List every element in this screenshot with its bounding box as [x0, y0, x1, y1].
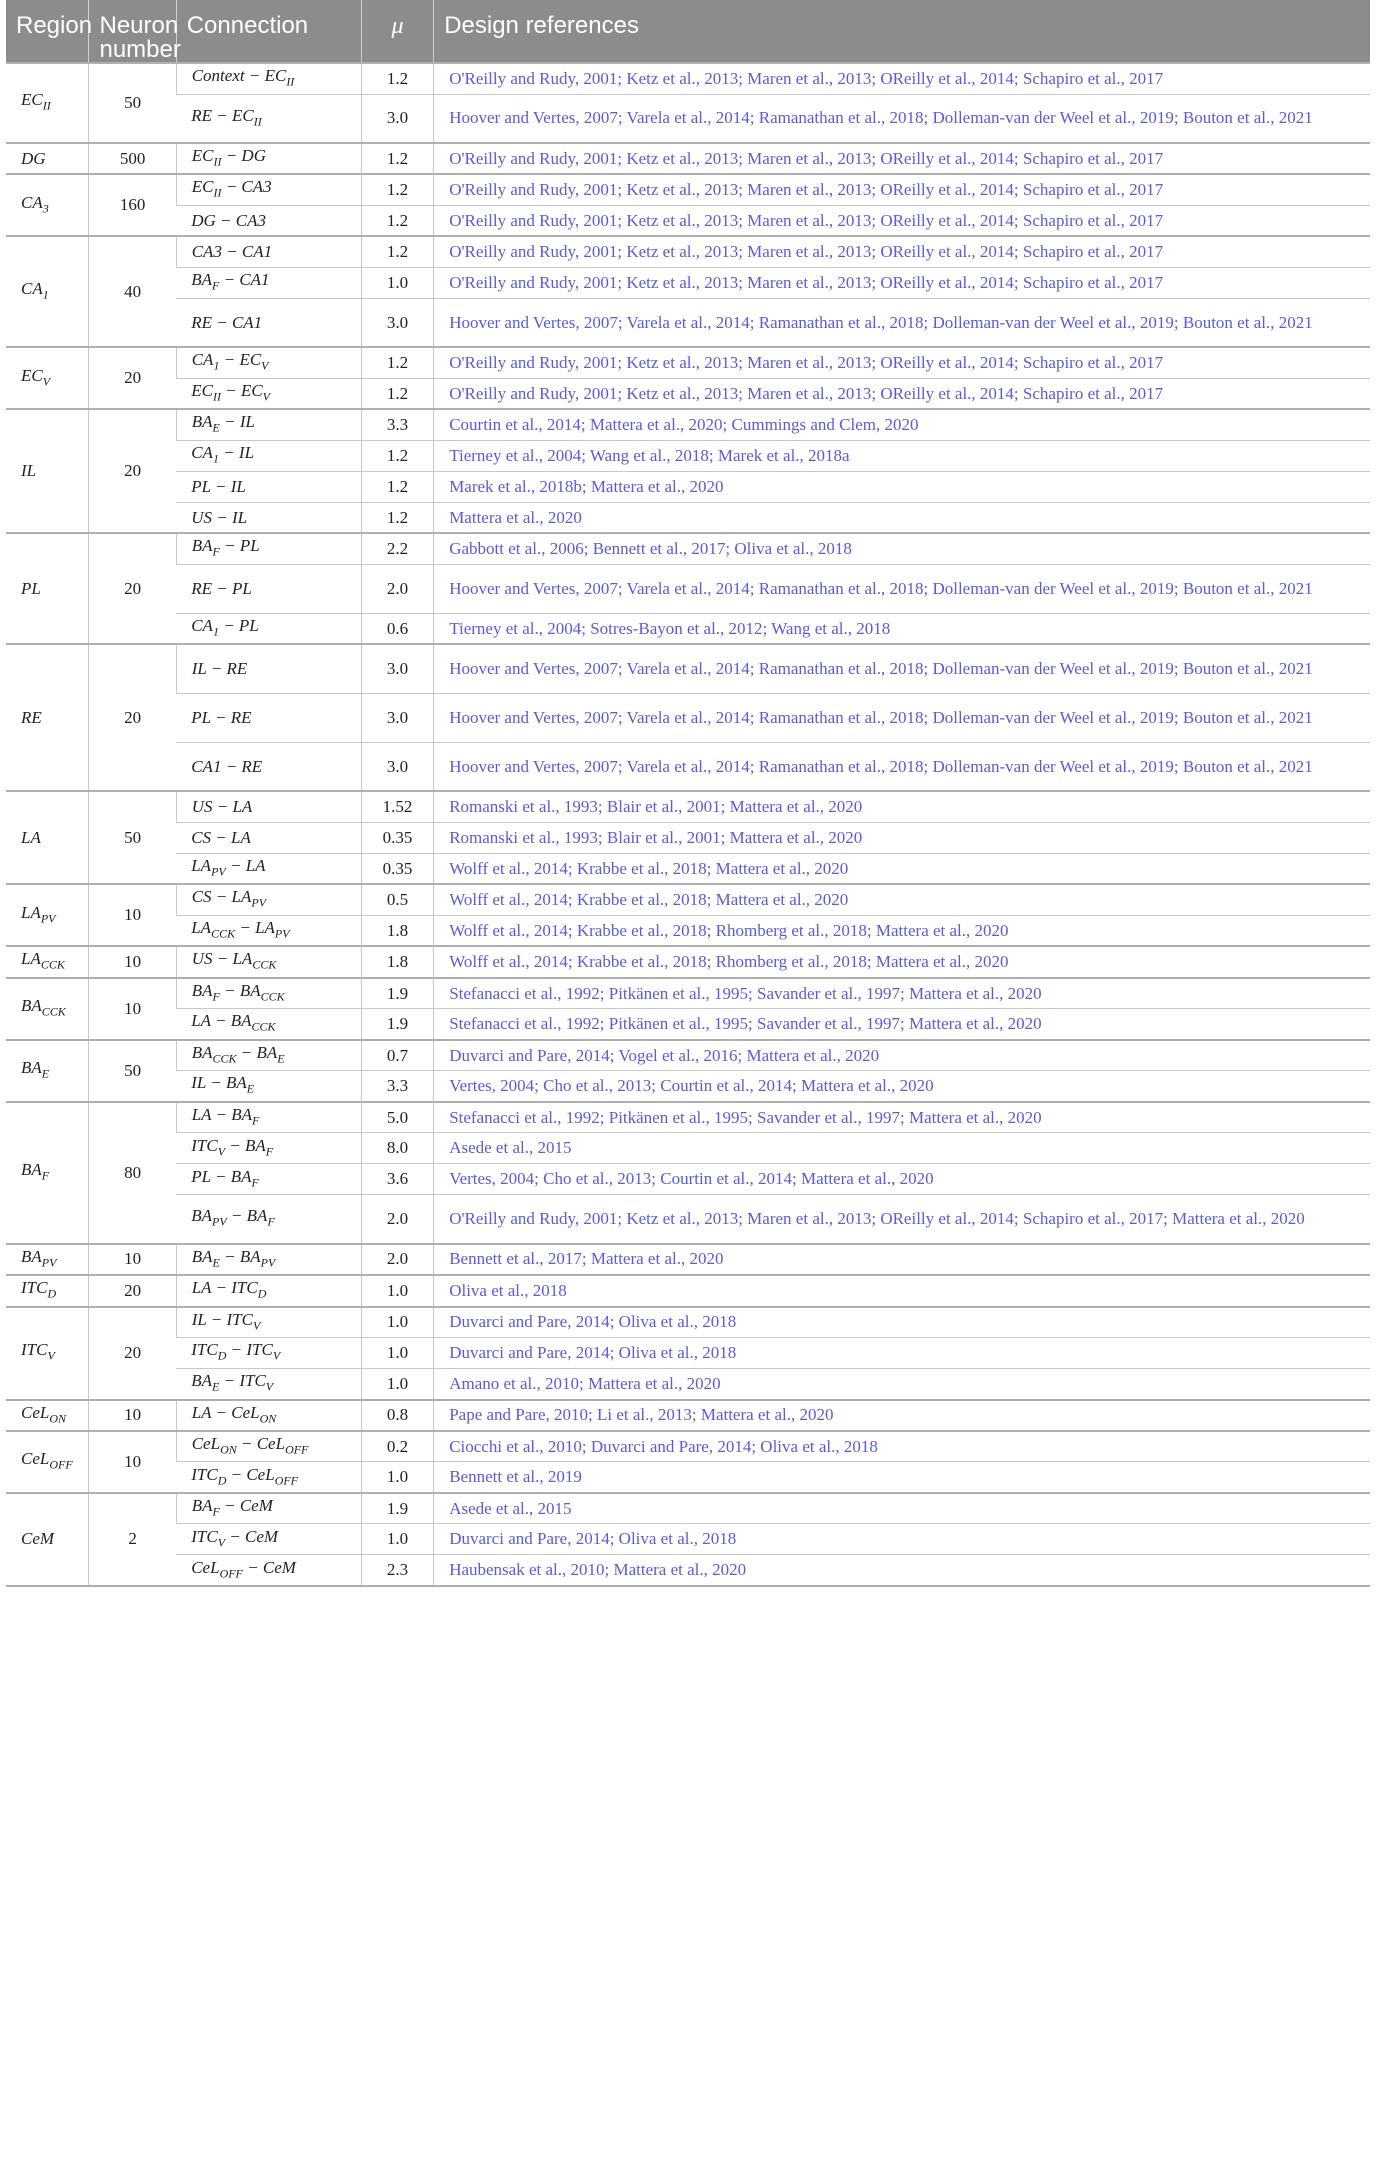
region-cell: CeM — [6, 1493, 89, 1586]
mu-cell: 1.0 — [361, 1524, 433, 1555]
table-row — [6, 613, 1370, 644]
connection-cell: RE − CA1 — [176, 298, 361, 347]
design-references-cell[interactable]: Wolff et al., 2014; Krabbe et al., 2018; Rhomberg et al., 2018; Mattera et al., 2020 — [434, 915, 1370, 946]
table-row — [6, 1524, 1370, 1555]
mu-cell: 1.2 — [361, 347, 433, 378]
table-row — [6, 1338, 1370, 1369]
design-references-cell[interactable]: Wolff et al., 2014; Krabbe et al., 2018; Mattera et al., 2020 — [434, 884, 1370, 915]
design-references-cell[interactable]: Stefanacci et al., 1992; Pitkänen et al., 1995; Savander et al., 1997; Mattera et al., 2020 — [434, 1102, 1370, 1133]
table-row — [6, 791, 1370, 822]
connection-cell: $LA_{CCK} - LA_{PV}$ — [176, 915, 361, 946]
region-cell: $BA_{PV}$ — [6, 1244, 89, 1275]
design-references-cell[interactable]: Hoover and Vertes, 2007; Varela et al., 2014; Ramanathan et al., 2018; Dolleman-van der Weel et al., 2019; Bouton et al., 2021 — [434, 564, 1370, 613]
design-references-cell[interactable]: Asede et al., 2015 — [434, 1493, 1370, 1524]
mu-cell: 3.0 — [361, 298, 433, 347]
table-row — [6, 1555, 1370, 1586]
design-references-cell[interactable]: Stefanacci et al., 1992; Pitkänen et al., 1995; Savander et al., 1997; Mattera et al., 2020 — [434, 978, 1370, 1009]
neuron-number-cell: 20 — [89, 533, 176, 644]
mu-cell: 1.52 — [361, 791, 433, 822]
table-row — [6, 693, 1370, 742]
mu-cell: 1.2 — [361, 502, 433, 533]
mu-cell: 1.2 — [361, 205, 433, 236]
design-references-cell[interactable]: O'Reilly and Rudy, 2001; Ketz et al., 2013; Maren et al., 2013; OReilly et al., 2014; Schapiro et al., 2017 — [434, 267, 1370, 298]
connection-cell: RE − PL — [176, 564, 361, 613]
design-references-cell[interactable]: Romanski et al., 1993; Blair et al., 2001; Mattera et al., 2020 — [434, 791, 1370, 822]
mu-cell: 1.0 — [361, 267, 433, 298]
table-row — [6, 742, 1370, 791]
region-cell: $EC_{II}$ — [6, 63, 89, 143]
mu-cell: 1.0 — [361, 1369, 433, 1400]
design-references-cell[interactable]: Marek et al., 2018b; Mattera et al., 2020 — [434, 471, 1370, 502]
header-region: Region — [6, 0, 89, 63]
neuron-number-cell: 20 — [89, 409, 176, 533]
table-row — [6, 978, 1370, 1009]
connection-cell: $CA_1$ − PL — [176, 613, 361, 644]
mu-cell: 3.0 — [361, 693, 433, 742]
header-neuron-number: Neuron number — [89, 0, 176, 63]
region-cell: $CA_3$ — [6, 174, 89, 236]
table-row — [6, 533, 1370, 564]
connection-cell: LA − $BA_F$ — [176, 1102, 361, 1133]
connection-cell: Context − $EC_{II}$ — [176, 63, 361, 94]
design-references-cell[interactable]: Pape and Pare, 2010; Li et al., 2013; Mattera et al., 2020 — [434, 1400, 1370, 1431]
table-row — [6, 1244, 1370, 1275]
mu-cell: 1.0 — [361, 1462, 433, 1493]
table-row — [6, 1102, 1370, 1133]
mu-cell: 1.0 — [361, 1338, 433, 1369]
mu-cell: 3.6 — [361, 1164, 433, 1195]
connection-cell: PL − RE — [176, 693, 361, 742]
connection-cell: CeL$_{OFF}$ − CeM — [176, 1555, 361, 1586]
connection-cell: CS − LA — [176, 822, 361, 853]
mu-cell: 2.2 — [361, 533, 433, 564]
neuron-number-cell: 40 — [89, 236, 176, 347]
neuron-number-cell: 20 — [89, 1307, 176, 1400]
mu-cell: 1.2 — [361, 236, 433, 267]
design-references-cell[interactable]: Asede et al., 2015 — [434, 1133, 1370, 1164]
region-cell: $LA_{PV}$ — [6, 884, 89, 946]
design-references-cell[interactable]: O'Reilly and Rudy, 2001; Ketz et al., 2013; Maren et al., 2013; OReilly et al., 2014; Schapiro et al., 2017 — [434, 236, 1370, 267]
connection-cell: $CA_1$ − IL — [176, 440, 361, 471]
region-cell: $CA_1$ — [6, 236, 89, 347]
connection-cell: US − $LA_{CCK}$ — [176, 946, 361, 977]
table-row — [6, 63, 1370, 94]
table-row — [6, 853, 1370, 884]
mu-cell: 2.0 — [361, 564, 433, 613]
table-row — [6, 915, 1370, 946]
design-references-cell[interactable]: Duvarci and Pare, 2014; Vogel et al., 2016; Mattera et al., 2020 — [434, 1040, 1370, 1071]
neuron-number-cell: 50 — [89, 791, 176, 884]
design-references-cell[interactable]: O'Reilly and Rudy, 2001; Ketz et al., 2013; Maren et al., 2013; OReilly et al., 2014; Schapiro et al., 2017 — [434, 347, 1370, 378]
table-row — [6, 298, 1370, 347]
design-references-cell[interactable]: Bennett et al., 2019 — [434, 1462, 1370, 1493]
neuron-number-cell: 20 — [89, 1275, 176, 1306]
mu-cell: 0.35 — [361, 822, 433, 853]
connection-cell: $BA_F$ − CeM — [176, 1493, 361, 1524]
table-row — [6, 1009, 1370, 1040]
neuron-number-cell: 20 — [89, 347, 176, 409]
neuron-number-cell: 10 — [89, 1431, 176, 1493]
mu-cell: 2.0 — [361, 1195, 433, 1244]
mu-cell: 1.2 — [361, 440, 433, 471]
region-cell: RE — [6, 644, 89, 791]
connection-cell: US − LA — [176, 791, 361, 822]
mu-cell: 1.9 — [361, 1493, 433, 1524]
region-cell: $LA_{CCK}$ — [6, 946, 89, 977]
mu-cell: 0.8 — [361, 1400, 433, 1431]
design-references-cell[interactable]: Vertes, 2004; Cho et al., 2013; Courtin et al., 2014; Mattera et al., 2020 — [434, 1164, 1370, 1195]
connection-cell: PL − IL — [176, 471, 361, 502]
table-row — [6, 822, 1370, 853]
table-row — [6, 409, 1370, 440]
connection-cell: IL − $BA_E$ — [176, 1071, 361, 1102]
design-references-cell[interactable]: Hoover and Vertes, 2007; Varela et al., 2014; Ramanathan et al., 2018; Dolleman-van der Weel et al., 2019; Bouton et al., 2021 — [434, 298, 1370, 347]
mu-cell: 1.0 — [361, 1275, 433, 1306]
table-row — [6, 1369, 1370, 1400]
table-row — [6, 884, 1370, 915]
design-references-cell[interactable]: Gabbott et al., 2006; Bennett et al., 2017; Oliva et al., 2018 — [434, 533, 1370, 564]
design-references-cell[interactable]: Wolff et al., 2014; Krabbe et al., 2018; Rhomberg et al., 2018; Mattera et al., 2020 — [434, 946, 1370, 977]
connection-cell: US − IL — [176, 502, 361, 533]
design-references-cell[interactable]: Ciocchi et al., 2010; Duvarci and Pare, 2014; Oliva et al., 2018 — [434, 1431, 1370, 1462]
connection-cell: $ITC_D - CeL_{OFF}$ — [176, 1462, 361, 1493]
region-cell: CeL$_{OFF}$ — [6, 1431, 89, 1493]
design-references-cell[interactable]: Tierney et al., 2004; Sotres-Bayon et al., 2012; Wang et al., 2018 — [434, 613, 1370, 644]
neuron-number-cell: 10 — [89, 1400, 176, 1431]
design-references-cell[interactable]: O'Reilly and Rudy, 2001; Ketz et al., 2013; Maren et al., 2013; OReilly et al., 2014; Schapiro et al., 2017 — [434, 63, 1370, 94]
mu-cell: 1.9 — [361, 1009, 433, 1040]
header-connection: Connection — [176, 0, 361, 63]
connection-cell: LA − $BA_{CCK}$ — [176, 1009, 361, 1040]
design-references-cell[interactable]: Hoover and Vertes, 2007; Varela et al., 2014; Ramanathan et al., 2018; Dolleman-van der Weel et al., 2019; Bouton et al., 2021 — [434, 742, 1370, 791]
design-references-cell[interactable]: Mattera et al., 2020 — [434, 502, 1370, 533]
table-row — [6, 502, 1370, 533]
design-references-cell[interactable]: Wolff et al., 2014; Krabbe et al., 2018; Mattera et al., 2020 — [434, 853, 1370, 884]
connection-cell: PL − $BA_F$ — [176, 1164, 361, 1195]
table-header — [6, 0, 1370, 63]
table-row — [6, 378, 1370, 409]
region-cell: CeL$_{ON}$ — [6, 1400, 89, 1431]
table-row — [6, 644, 1370, 693]
table-row — [6, 1195, 1370, 1244]
mu-cell: 1.0 — [361, 1307, 433, 1338]
design-references-cell[interactable]: Vertes, 2004; Cho et al., 2013; Courtin et al., 2014; Mattera et al., 2020 — [434, 1071, 1370, 1102]
connection-cell: $BA_E - ITC_V$ — [176, 1369, 361, 1400]
region-cell: IL — [6, 409, 89, 533]
mu-cell: 1.8 — [361, 915, 433, 946]
table-row — [6, 236, 1370, 267]
table-row — [6, 1400, 1370, 1431]
design-references-cell[interactable]: O'Reilly and Rudy, 2001; Ketz et al., 2013; Maren et al., 2013; OReilly et al., 2014; Schapiro et al., 2017 — [434, 205, 1370, 236]
region-cell: DG — [6, 143, 89, 174]
connection-cell: $BA_E - BA_{PV}$ — [176, 1244, 361, 1275]
mu-cell: 1.8 — [361, 946, 433, 977]
table-row — [6, 1071, 1370, 1102]
connection-cell: $BA_F$ − PL — [176, 533, 361, 564]
mu-cell: 1.2 — [361, 63, 433, 94]
mu-cell: 3.3 — [361, 1071, 433, 1102]
design-references-cell[interactable]: Courtin et al., 2014; Mattera et al., 2020; Cummings and Clem, 2020 — [434, 409, 1370, 440]
design-references-cell[interactable]: Tierney et al., 2004; Wang et al., 2018; Marek et al., 2018a — [434, 440, 1370, 471]
connection-cell: $LA_{PV}$ − LA — [176, 853, 361, 884]
mu-cell: 3.0 — [361, 742, 433, 791]
connection-cell: $BA_F - BA_{CCK}$ — [176, 978, 361, 1009]
design-references-cell[interactable]: Duvarci and Pare, 2014; Oliva et al., 2018 — [434, 1524, 1370, 1555]
neuron-number-cell: 50 — [89, 1040, 176, 1102]
connection-cell: DG − CA3 — [176, 205, 361, 236]
design-references-cell[interactable]: Haubensak et al., 2010; Mattera et al., 2020 — [434, 1555, 1370, 1586]
mu-cell: 0.2 — [361, 1431, 433, 1462]
table-row — [6, 1307, 1370, 1338]
region-cell: $ITC_D$ — [6, 1275, 89, 1306]
table-body — [6, 63, 1370, 1586]
neuron-number-cell: 20 — [89, 644, 176, 791]
design-references-cell[interactable]: O'Reilly and Rudy, 2001; Ketz et al., 2013; Maren et al., 2013; OReilly et al., 2014; Schapiro et al., 2017 — [434, 143, 1370, 174]
table-row — [6, 564, 1370, 613]
table-row — [6, 471, 1370, 502]
connection-table — [6, 0, 1370, 1587]
table-row — [6, 946, 1370, 977]
design-references-cell[interactable]: Duvarci and Pare, 2014; Oliva et al., 2018 — [434, 1338, 1370, 1369]
design-references-cell[interactable]: O'Reilly and Rudy, 2001; Ketz et al., 2013; Maren et al., 2013; OReilly et al., 2014; Schapiro et al., 2017 — [434, 174, 1370, 205]
table-row — [6, 1133, 1370, 1164]
region-cell: $BA_E$ — [6, 1040, 89, 1102]
connection-cell: IL − RE — [176, 644, 361, 693]
design-references-cell[interactable]: Oliva et al., 2018 — [434, 1275, 1370, 1306]
neuron-number-cell: 80 — [89, 1102, 176, 1244]
region-cell: LA — [6, 791, 89, 884]
connection-cell: $BA_F - CA1$ — [176, 267, 361, 298]
mu-cell: 0.6 — [361, 613, 433, 644]
mu-cell: 1.2 — [361, 378, 433, 409]
header-design-references: Design references — [434, 0, 1370, 63]
design-references-cell[interactable]: O'Reilly and Rudy, 2001; Ketz et al., 2013; Maren et al., 2013; OReilly et al., 2014; Schapiro et al., 2017; Mattera et al., 2020 — [434, 1195, 1370, 1244]
connection-cell: $CA_1 - EC_V$ — [176, 347, 361, 378]
neuron-number-cell: 10 — [89, 946, 176, 977]
table-row — [6, 174, 1370, 205]
mu-cell: 8.0 — [361, 1133, 433, 1164]
mu-cell: 0.5 — [361, 884, 433, 915]
connection-cell: LA − $ITC_D$ — [176, 1275, 361, 1306]
connection-cell: CA1 − RE — [176, 742, 361, 791]
mu-cell: 2.0 — [361, 1244, 433, 1275]
design-references-cell[interactable]: Hoover and Vertes, 2007; Varela et al., 2014; Ramanathan et al., 2018; Dolleman-van der Weel et al., 2019; Bouton et al., 2021 — [434, 644, 1370, 693]
table-row — [6, 267, 1370, 298]
connection-cell: LA − CeL$_{ON}$ — [176, 1400, 361, 1431]
table-row — [6, 1040, 1370, 1071]
table-row — [6, 440, 1370, 471]
connection-cell: $ITC_V - BA_F$ — [176, 1133, 361, 1164]
region-cell: $BA_F$ — [6, 1102, 89, 1244]
design-references-cell[interactable]: Stefanacci et al., 1992; Pitkänen et al., 1995; Savander et al., 1997; Mattera et al., 2020 — [434, 1009, 1370, 1040]
table-row — [6, 143, 1370, 174]
mu-cell: 3.0 — [361, 94, 433, 143]
connection-cell: IL − $ITC_V$ — [176, 1307, 361, 1338]
connection-cell: $ITC_D - ITC_V$ — [176, 1338, 361, 1369]
region-cell: $EC_V$ — [6, 347, 89, 409]
design-references-cell[interactable]: Bennett et al., 2017; Mattera et al., 2020 — [434, 1244, 1370, 1275]
design-references-cell[interactable]: Hoover and Vertes, 2007; Varela et al., 2014; Ramanathan et al., 2018; Dolleman-van der Weel et al., 2019; Bouton et al., 2021 — [434, 94, 1370, 143]
neuron-number-cell: 500 — [89, 143, 176, 174]
region-cell: PL — [6, 533, 89, 644]
mu-cell: 0.7 — [361, 1040, 433, 1071]
mu-cell: 1.2 — [361, 143, 433, 174]
design-references-cell[interactable]: Romanski et al., 1993; Blair et al., 2001; Mattera et al., 2020 — [434, 822, 1370, 853]
connection-cell: $BA_{PV} - BA_F$ — [176, 1195, 361, 1244]
design-references-cell[interactable]: Hoover and Vertes, 2007; Varela et al., 2014; Ramanathan et al., 2018; Dolleman-van der Weel et al., 2019; Bouton et al., 2021 — [434, 693, 1370, 742]
connection-cell: CeL$_{ON}$ − CeL$_{OFF}$ — [176, 1431, 361, 1462]
connection-cell: $BA_{CCK} - BA_E$ — [176, 1040, 361, 1071]
mu-cell: 3.3 — [361, 409, 433, 440]
mu-cell: 1.2 — [361, 174, 433, 205]
mu-cell: 3.0 — [361, 644, 433, 693]
region-cell: $BA_{CCK}$ — [6, 978, 89, 1040]
table-row — [6, 1462, 1370, 1493]
table-row — [6, 1431, 1370, 1462]
connection-cell: $EC_{II} - EC_V$ — [176, 378, 361, 409]
connection-cell: $BA_E$ − IL — [176, 409, 361, 440]
mu-cell: 1.2 — [361, 471, 433, 502]
neuron-number-cell: 10 — [89, 884, 176, 946]
neuron-number-cell: 10 — [89, 978, 176, 1040]
table-row — [6, 1164, 1370, 1195]
connection-cell: $EC_{II}$ − DG — [176, 143, 361, 174]
table-row — [6, 1493, 1370, 1524]
connection-cell: $EC_{II} - CA3$ — [176, 174, 361, 205]
connection-cell: RE − $EC_{II}$ — [176, 94, 361, 143]
region-cell: $ITC_V$ — [6, 1307, 89, 1400]
mu-cell: 0.35 — [361, 853, 433, 884]
table-row — [6, 205, 1370, 236]
table-row — [6, 1275, 1370, 1306]
connection-cell: CA3 − CA1 — [176, 236, 361, 267]
design-references-cell[interactable]: Duvarci and Pare, 2014; Oliva et al., 2018 — [434, 1307, 1370, 1338]
connection-cell: CS − $LA_{PV}$ — [176, 884, 361, 915]
header-mu: μ — [361, 0, 433, 63]
neuron-number-cell: 10 — [89, 1244, 176, 1275]
neuron-number-cell: 160 — [89, 174, 176, 236]
design-references-cell[interactable]: Amano et al., 2010; Mattera et al., 2020 — [434, 1369, 1370, 1400]
neuron-number-cell: 50 — [89, 63, 176, 143]
connection-cell: $ITC_V$ − CeM — [176, 1524, 361, 1555]
mu-cell: 2.3 — [361, 1555, 433, 1586]
design-references-cell[interactable]: O'Reilly and Rudy, 2001; Ketz et al., 2013; Maren et al., 2013; OReilly et al., 2014; Schapiro et al., 2017 — [434, 378, 1370, 409]
mu-cell: 1.9 — [361, 978, 433, 1009]
neuron-number-cell: 2 — [89, 1493, 176, 1586]
table-row — [6, 94, 1370, 143]
mu-cell: 5.0 — [361, 1102, 433, 1133]
table-row — [6, 347, 1370, 378]
